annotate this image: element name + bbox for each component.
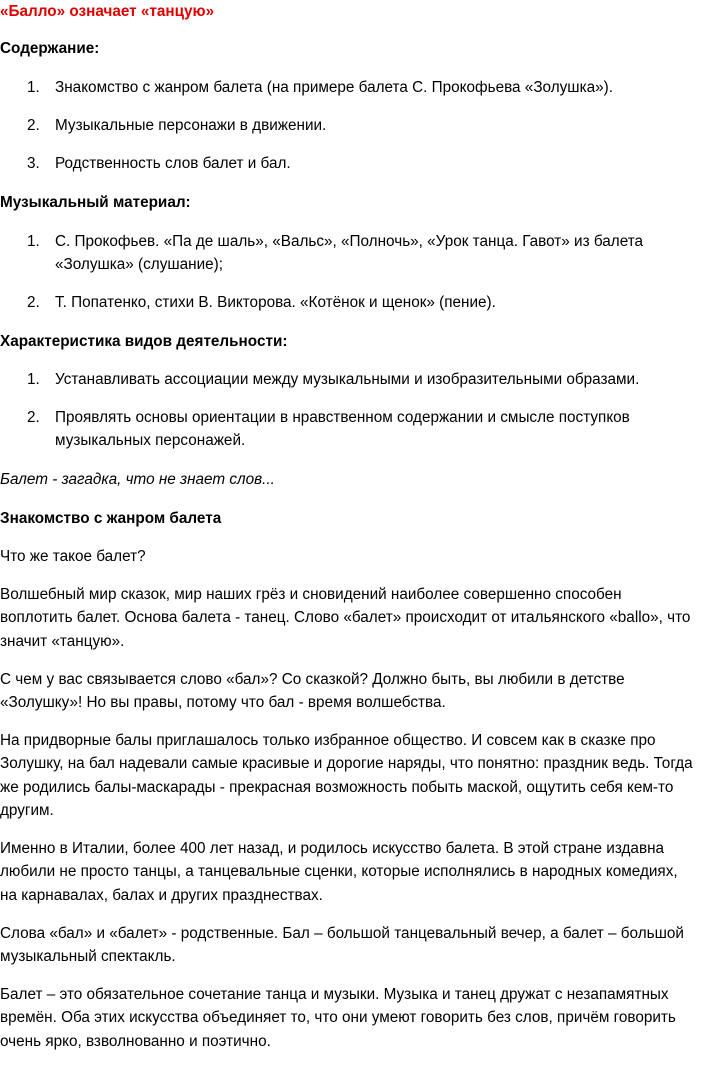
list-item-text: Устанавливать ассоциации между музыкальными и изобразительными образами. [55,371,640,388]
paragraph: С чем у вас связывается слово «бал»? Со сказкой? Должно быть, вы любили в детстве «Золушку»! Но вы правы, потому что бал - время волшебства. [0,671,625,712]
list-item-text: Знакомство с жанром балета (на примере балета С. Прокофьева «Золушка»). [55,79,613,96]
paragraph: Балет – это обязательное сочетание танца и музыки. Музыка и танец дружат с незапамятных времён. Оба этих искусства объединяет то, что они умеют говорить без слов, причём говорить очень ярко, взволнованно и поэтично. [0,986,676,1050]
list-number: 2. [27,117,40,134]
list-item-text: Проявлять основы ориентации в нравственном содержании и смысле поступков музыкальных персонажей. [55,409,630,450]
list-number: 2. [27,409,40,426]
music-heading: Музыкальный материал: [0,194,191,211]
list-item-text: Музыкальные персонажи в движении. [55,117,327,134]
epigraph: Балет - загадка, что не знает слов... [0,471,275,488]
list-number: 1. [27,79,40,96]
list-item-text: Родственность слов балет и бал. [55,155,291,172]
list-number: 1. [27,233,40,250]
activities-heading: Характеристика видов деятельности: [0,333,288,350]
list-number: 3. [27,155,40,172]
paragraph: Волшебный мир сказок, мир наших грёз и сновидений наиболее совершенно способен воплотить балет. Основа балета - танец. Слово «балет» происходит от итальянского «ballo», что значит «танцую». [0,586,691,650]
list-number: 2. [27,294,40,311]
paragraph: Именно в Италии, более 400 лет назад, и родилось искусство балета. В этой стране издавна любили не просто танцы, а танцевальные сценки, которые исполнялись в народных комедиях, на карнавалах, балах и других празднествах. [0,840,678,904]
list-item-text: С. Прокофьев. «Па де шаль», «Вальс», «Полночь», «Урок танца. Гавот» из балета «Золушка» (слушание); [55,233,644,274]
paragraph: Слова «бал» и «балет» - родственные. Бал – большой танцевальный вечер, а балет – большой музыкальный спектакль. [0,925,684,966]
intro-heading: Знакомство с жанром балета [0,510,222,527]
list-item-text: Т. Попатенко, стихи В. Викторова. «Котёнок и щенок» (пение). [55,294,496,311]
paragraph: На придворные балы приглашалось только избранное общество. И совсем как в сказке про Золушку, на бал надевали самые красивые и дорогие наряды, что понятно: праздник ведь. Тогда же родились балы-маскарады - прекрасная возможность побыть маской, ощутить себя кем-то другим. [0,732,693,820]
list-number: 1. [27,371,40,388]
page-title: «Балло» означает «танцую» [0,3,215,20]
paragraph: Что же такое балет? [0,548,146,565]
content-heading: Содержание: [0,40,100,57]
